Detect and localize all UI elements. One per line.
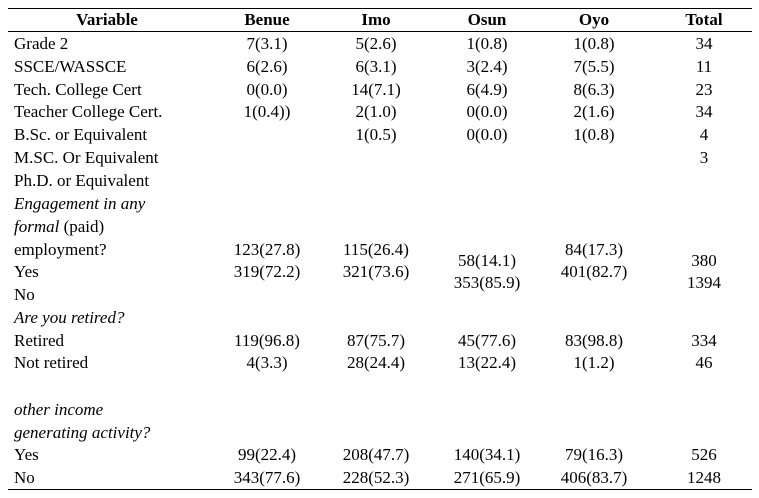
cell-total: 11 xyxy=(695,57,713,76)
cell-osun: 140(34.1) xyxy=(453,445,521,464)
cell-oyo: 7(5.5) xyxy=(573,57,615,76)
cell-imo: 14(7.1) xyxy=(351,80,401,99)
row-label-yes: Yes xyxy=(14,262,39,281)
header-oyo: Oyo xyxy=(578,10,610,29)
cell-total: 34 xyxy=(695,34,713,53)
cell-osun: 0(0.0) xyxy=(466,125,508,144)
row-label: Yes xyxy=(14,445,39,464)
cell-benue: 7(3.1) xyxy=(246,34,288,53)
section-heading-italic: formal xyxy=(14,217,60,236)
header-variable: Variable xyxy=(76,10,138,29)
header-benue: Benue xyxy=(244,10,290,29)
cell-imo: 28(24.4) xyxy=(346,353,406,372)
cell-osun: 353(85.9) xyxy=(453,273,521,292)
cell-benue: 1(0.4)) xyxy=(243,102,291,121)
row-label: B.Sc. or Equivalent xyxy=(14,125,148,144)
cell-benue: 119(96.8) xyxy=(234,331,300,350)
cell-total: 34 xyxy=(695,102,713,121)
table-bottom-rule xyxy=(8,489,752,490)
cell-osun: 45(77.6) xyxy=(457,331,517,350)
cell-imo: 208(47.7) xyxy=(342,445,410,464)
cell-oyo: 2(1.6) xyxy=(573,102,615,121)
row-label: Teacher College Cert. xyxy=(14,102,163,121)
cell-oyo: 401(82.7) xyxy=(560,262,628,281)
row-label: Retired xyxy=(14,331,65,350)
cell-oyo: 8(6.3) xyxy=(573,80,615,99)
header-osun: Osun xyxy=(467,10,507,29)
cell-osun: 58(14.1) xyxy=(457,251,517,270)
cell-benue: 99(22.4) xyxy=(237,445,297,464)
cell-imo: 1(0.5) xyxy=(355,125,397,144)
row-label: SSCE/WASSCE xyxy=(14,57,127,76)
cell-oyo: 1(0.8) xyxy=(573,125,615,144)
cell-total: 1248 xyxy=(687,468,721,487)
row-label: No xyxy=(14,468,35,487)
cell-oyo: 84(17.3) xyxy=(564,240,624,259)
cell-benue: 123(27.8) xyxy=(233,240,301,259)
section-heading: other income xyxy=(14,400,104,419)
cell-oyo: 1(0.8) xyxy=(573,34,615,53)
section-heading-plain: (paid) xyxy=(59,217,105,236)
cell-total: 46 xyxy=(695,353,713,372)
cell-osun: 0(0.0) xyxy=(466,102,508,121)
cell-benue: 0(0.0) xyxy=(246,80,288,99)
cell-imo: 87(75.7) xyxy=(346,331,406,350)
cell-imo: 115(26.4) xyxy=(343,240,409,259)
cell-oyo: 406(83.7) xyxy=(560,468,628,487)
header-imo: Imo xyxy=(361,10,391,29)
cell-benue: 343(77.6) xyxy=(233,468,301,487)
cell-osun: 1(0.8) xyxy=(466,34,508,53)
cell-imo: 5(2.6) xyxy=(355,34,397,53)
cell-oyo: 79(16.3) xyxy=(564,445,624,464)
row-label: Tech. College Cert xyxy=(14,80,142,99)
cell-total: 1394 xyxy=(687,273,721,292)
cell-imo: 321(73.6) xyxy=(342,262,410,281)
section-heading-line3: employment? xyxy=(14,240,107,259)
cell-total: 3 xyxy=(699,148,709,167)
cell-osun: 6(4.9) xyxy=(466,80,508,99)
row-label-no: No xyxy=(14,285,35,304)
section-heading-line2 xyxy=(14,217,104,237)
cell-imo: 6(3.1) xyxy=(355,57,397,76)
section-heading: Are you retired? xyxy=(14,308,125,327)
cell-osun: 3(2.4) xyxy=(466,57,508,76)
cell-imo: 2(1.0) xyxy=(355,102,397,121)
cell-total: 526 xyxy=(691,445,717,464)
cell-total: 23 xyxy=(695,80,713,99)
cell-oyo: 1(1.2) xyxy=(573,353,615,372)
cell-oyo: 83(98.8) xyxy=(564,331,624,350)
cell-imo: 228(52.3) xyxy=(342,468,410,487)
section-heading-line2: generating activity? xyxy=(14,423,151,442)
cell-benue: 4(3.3) xyxy=(246,353,288,372)
section-heading: Engagement in any xyxy=(14,194,146,213)
row-label: Grade 2 xyxy=(14,34,69,53)
table-header-rule xyxy=(8,31,752,32)
cell-benue: 319(72.2) xyxy=(233,262,301,281)
cell-osun: 13(22.4) xyxy=(457,353,517,372)
header-total: Total xyxy=(685,10,723,29)
cell-osun: 271(65.9) xyxy=(453,468,521,487)
row-label: M.SC. Or Equivalent xyxy=(14,148,159,167)
cell-total: 380 xyxy=(691,251,717,270)
cell-total: 334 xyxy=(691,331,717,350)
row-label: Not retired xyxy=(14,353,89,372)
cell-benue: 6(2.6) xyxy=(246,57,288,76)
table-top-rule xyxy=(8,8,752,9)
cell-total: 4 xyxy=(699,125,709,144)
row-label: Ph.D. or Equivalent xyxy=(14,171,150,190)
